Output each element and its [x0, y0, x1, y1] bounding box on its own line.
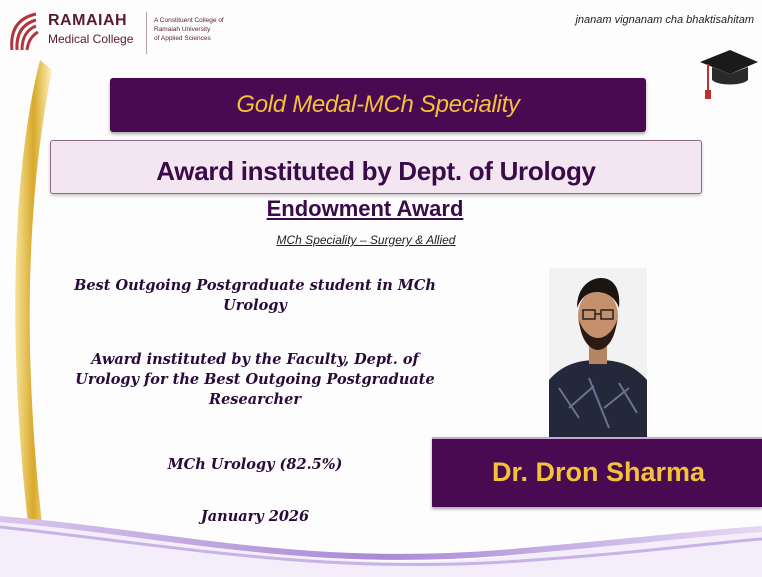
detail-line2-b: Urology for the Best Outgoing Postgraduate: [75, 371, 435, 388]
recipient-photo: [549, 268, 647, 438]
detail-score: MCh Urology (82.5%): [167, 456, 343, 473]
affiliation-line-2: Ramaiah University: [154, 26, 211, 33]
logo-name: RAMAIAH: [48, 12, 128, 29]
recipient-name-banner: [432, 437, 762, 507]
gold-medal-title: Gold Medal-MCh Speciality: [236, 91, 520, 118]
gold-medal-banner: [110, 78, 646, 132]
endowment-heading: [0, 196, 730, 222]
college-logo: [8, 6, 268, 64]
logo-divider: [146, 12, 147, 54]
detail-line1-a: Best Outgoing Postgraduate student in MCh: [74, 277, 436, 294]
affiliation-line-3: of Applied Sciences: [154, 35, 211, 42]
logo-subtitle: Medical College: [48, 32, 134, 46]
recipient-name: Dr. Dron Sharma: [492, 457, 706, 487]
detail-date: January 2026: [200, 508, 310, 525]
endowment-text: Endowment Award: [266, 196, 464, 221]
award-instituted-box: [50, 140, 702, 194]
detail-line2-a: Award instituted by the Faculty, Dept. of: [91, 351, 419, 368]
detail-faculty-award: [45, 350, 465, 410]
detail-line2-c: Researcher: [209, 391, 301, 408]
college-motto: jnanam vignanam cha bhaktisahitam: [575, 14, 754, 26]
detail-best-outgoing: [45, 276, 465, 316]
speciality-subheading: [0, 233, 732, 247]
ramaiah-emblem-icon: [8, 10, 42, 54]
speciality-text: MCh Speciality – Surgery & Allied: [276, 233, 456, 247]
award-title: Award instituted by Dept. of Urology: [156, 156, 596, 186]
affiliation-line-1: A Constituent College of: [154, 17, 224, 24]
graduation-cap-icon: [696, 40, 760, 104]
logo-affiliation: [154, 16, 224, 43]
detail-line1-b: Urology: [223, 297, 287, 314]
